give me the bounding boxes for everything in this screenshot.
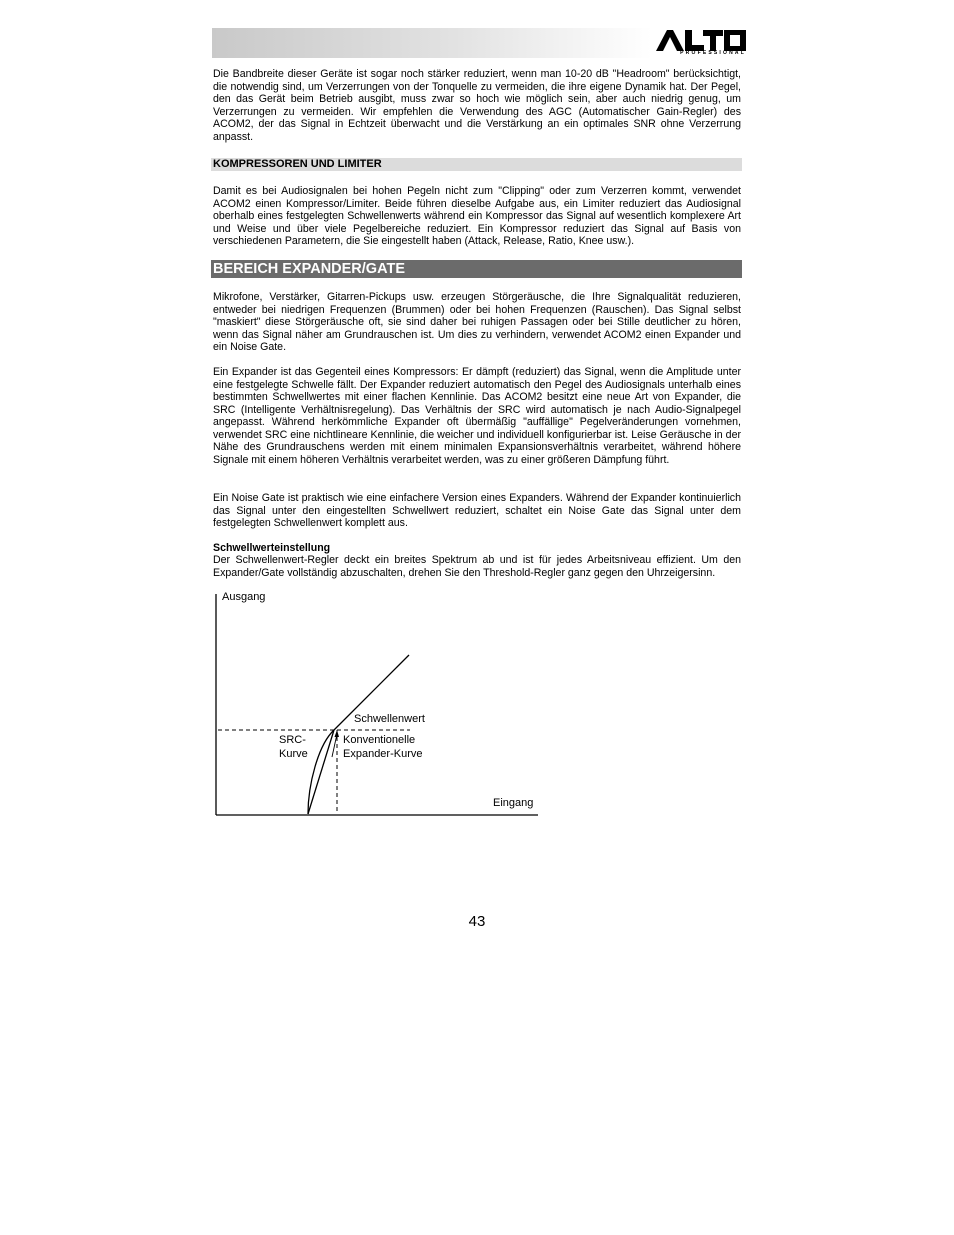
paragraph-headroom: Die Bandbreite dieser Geräte ist sogar noch stärker reduziert, wenn man 10-20 dB "Headroom" berücksichtigt, die notwendig sind, um Verzerrungen von der Tonquelle zu vermeiden, die ihre eigene Dynamik hat. Der Pegel, den das Gerät beim Betrieb ausgibt, muss zwar so hoch wie möglich sein, aber auch niedrig genug, um Verzerrungen zu vermeiden. Wir empfehlen die Verwendung des AGC (Automatischer Gain-Regler) des ACOM2, der das Signal in Echtzeit überwacht und die Verstärkung an ein optimales SNR ohne Verzerrung anpasst. — [213, 68, 741, 143]
pointer-line — [332, 734, 337, 757]
header-bar — [212, 28, 652, 58]
paragraph-noise: Mikrofone, Verstärker, Gitarren-Pickups usw. erzeugen Störgeräusche, die Ihre Signalqualität reduzieren, entweder bei niedrigen Frequenzen (Brummen) oder bei hohen Frequenzen (Rauschen). Das Signal selbst "maskiert" diese Störgeräusche oft, sie sind daher bei ruhigen Passagen oder bei Stille deutlicher zu hören, wenn das Signal näher am Grundrauschen ist. Um dies zu verhindern, verwendet ACOM2 einen Expander und ein Noise Gate. — [213, 291, 741, 353]
label-threshold: Schwellenwert — [354, 713, 425, 725]
alto-logo-subtext: PROFESSIONAL — [680, 50, 746, 56]
label-src-line2: Kurve — [279, 748, 308, 760]
label-conventional-line2: Expander-Kurve — [343, 748, 423, 760]
subheading-threshold: Schwellwerteinstellung — [213, 542, 331, 554]
label-conventional-line1: Konventionelle — [343, 734, 416, 746]
alto-logo — [656, 30, 746, 58]
pointer-arrowhead — [335, 730, 340, 737]
paragraph-threshold: Der Schwellenwert-Regler deckt ein breites Spektrum ab und ist für jedes Arbeitsniveau effizient. Um den Expander/Gate vollständig abzuschalten, drehen Sie den Threshold-Regler ganz gegen den Uhrzeigersinn. — [213, 554, 741, 579]
conventional-expander-curve — [308, 730, 334, 814]
section-heading-compressor: KOMPRESSOREN UND LIMITER — [211, 158, 742, 171]
expander-curve-diagram — [200, 585, 550, 825]
paragraph-compressor: Damit es bei Audiosignalen bei hohen Pegeln nicht zum "Clipping" oder zum Verzerren kommt, verwendet ACOM2 einen Kompressor/Limiter. Beide führen dieselbe Aufgabe aus, ein Limiter reduziert das Audiosignal oberhalb eines festgelegten Schwellenwerts während ein Kompressor das Signal auf wesentlich komplexere Art und Weise und über viele Pegelbereiche reduziert. Ein Kompressor reduziert das Signal auf Basis von verschiedenen Parametern, die Sie eingestellt haben (Attack, Release, Ratio, Knee usw.). — [213, 185, 741, 247]
diagram-graphics — [200, 585, 550, 825]
label-input: Eingang — [493, 797, 534, 809]
label-output: Ausgang — [222, 591, 266, 603]
alto-logo-word — [656, 30, 746, 51]
label-src-line1: SRC- — [279, 734, 306, 746]
page-number: 43 — [468, 913, 486, 930]
section-heading-expander-gate: BEREICH EXPANDER/GATE — [211, 260, 742, 278]
paragraph-gate: Ein Noise Gate ist praktisch wie eine einfachere Version eines Expanders. Während der Expander kontinuierlich das Signal unter den eingestellten Schwellwert reduziert, schaltet ein Noise Gate das Signal unter dem festgelegten Schwellenwert komplett aus. — [213, 492, 741, 529]
paragraph-expander: Ein Expander ist das Gegenteil eines Kompressors: Er dämpft (reduziert) das Signal, wenn die Amplitude unter eine festgelegte Schwelle fällt. Der Expander reduziert automatisch den Pegel des Audiosignals unterhalb eines bestimmten Schwellwertes mit einer flachen Kennlinie. Das ACOM2 besitzt eine neue Art von Expander, die SRC (Intelligente Verhältnisregelung). Das Verhältnis der SRC wird automatisch je nach Audio-Signalpegel angepasst. Während herkömmliche Expander oft übermäßig "auffällige" Pegelveränderungen vornehmen, verwendet SRC eine nichtlineare Kennlinie, die weicher und individuell konfigurierbar ist. Leise Geräusche in der Nähe des Grundrauschens werden mit einem minimalen Expansionsverhältnis verarbeitet, während höhere Signale mit einem höheren Verhältnis verarbeitet werden, was zu einer größeren Dämpfung führt. — [213, 366, 741, 466]
